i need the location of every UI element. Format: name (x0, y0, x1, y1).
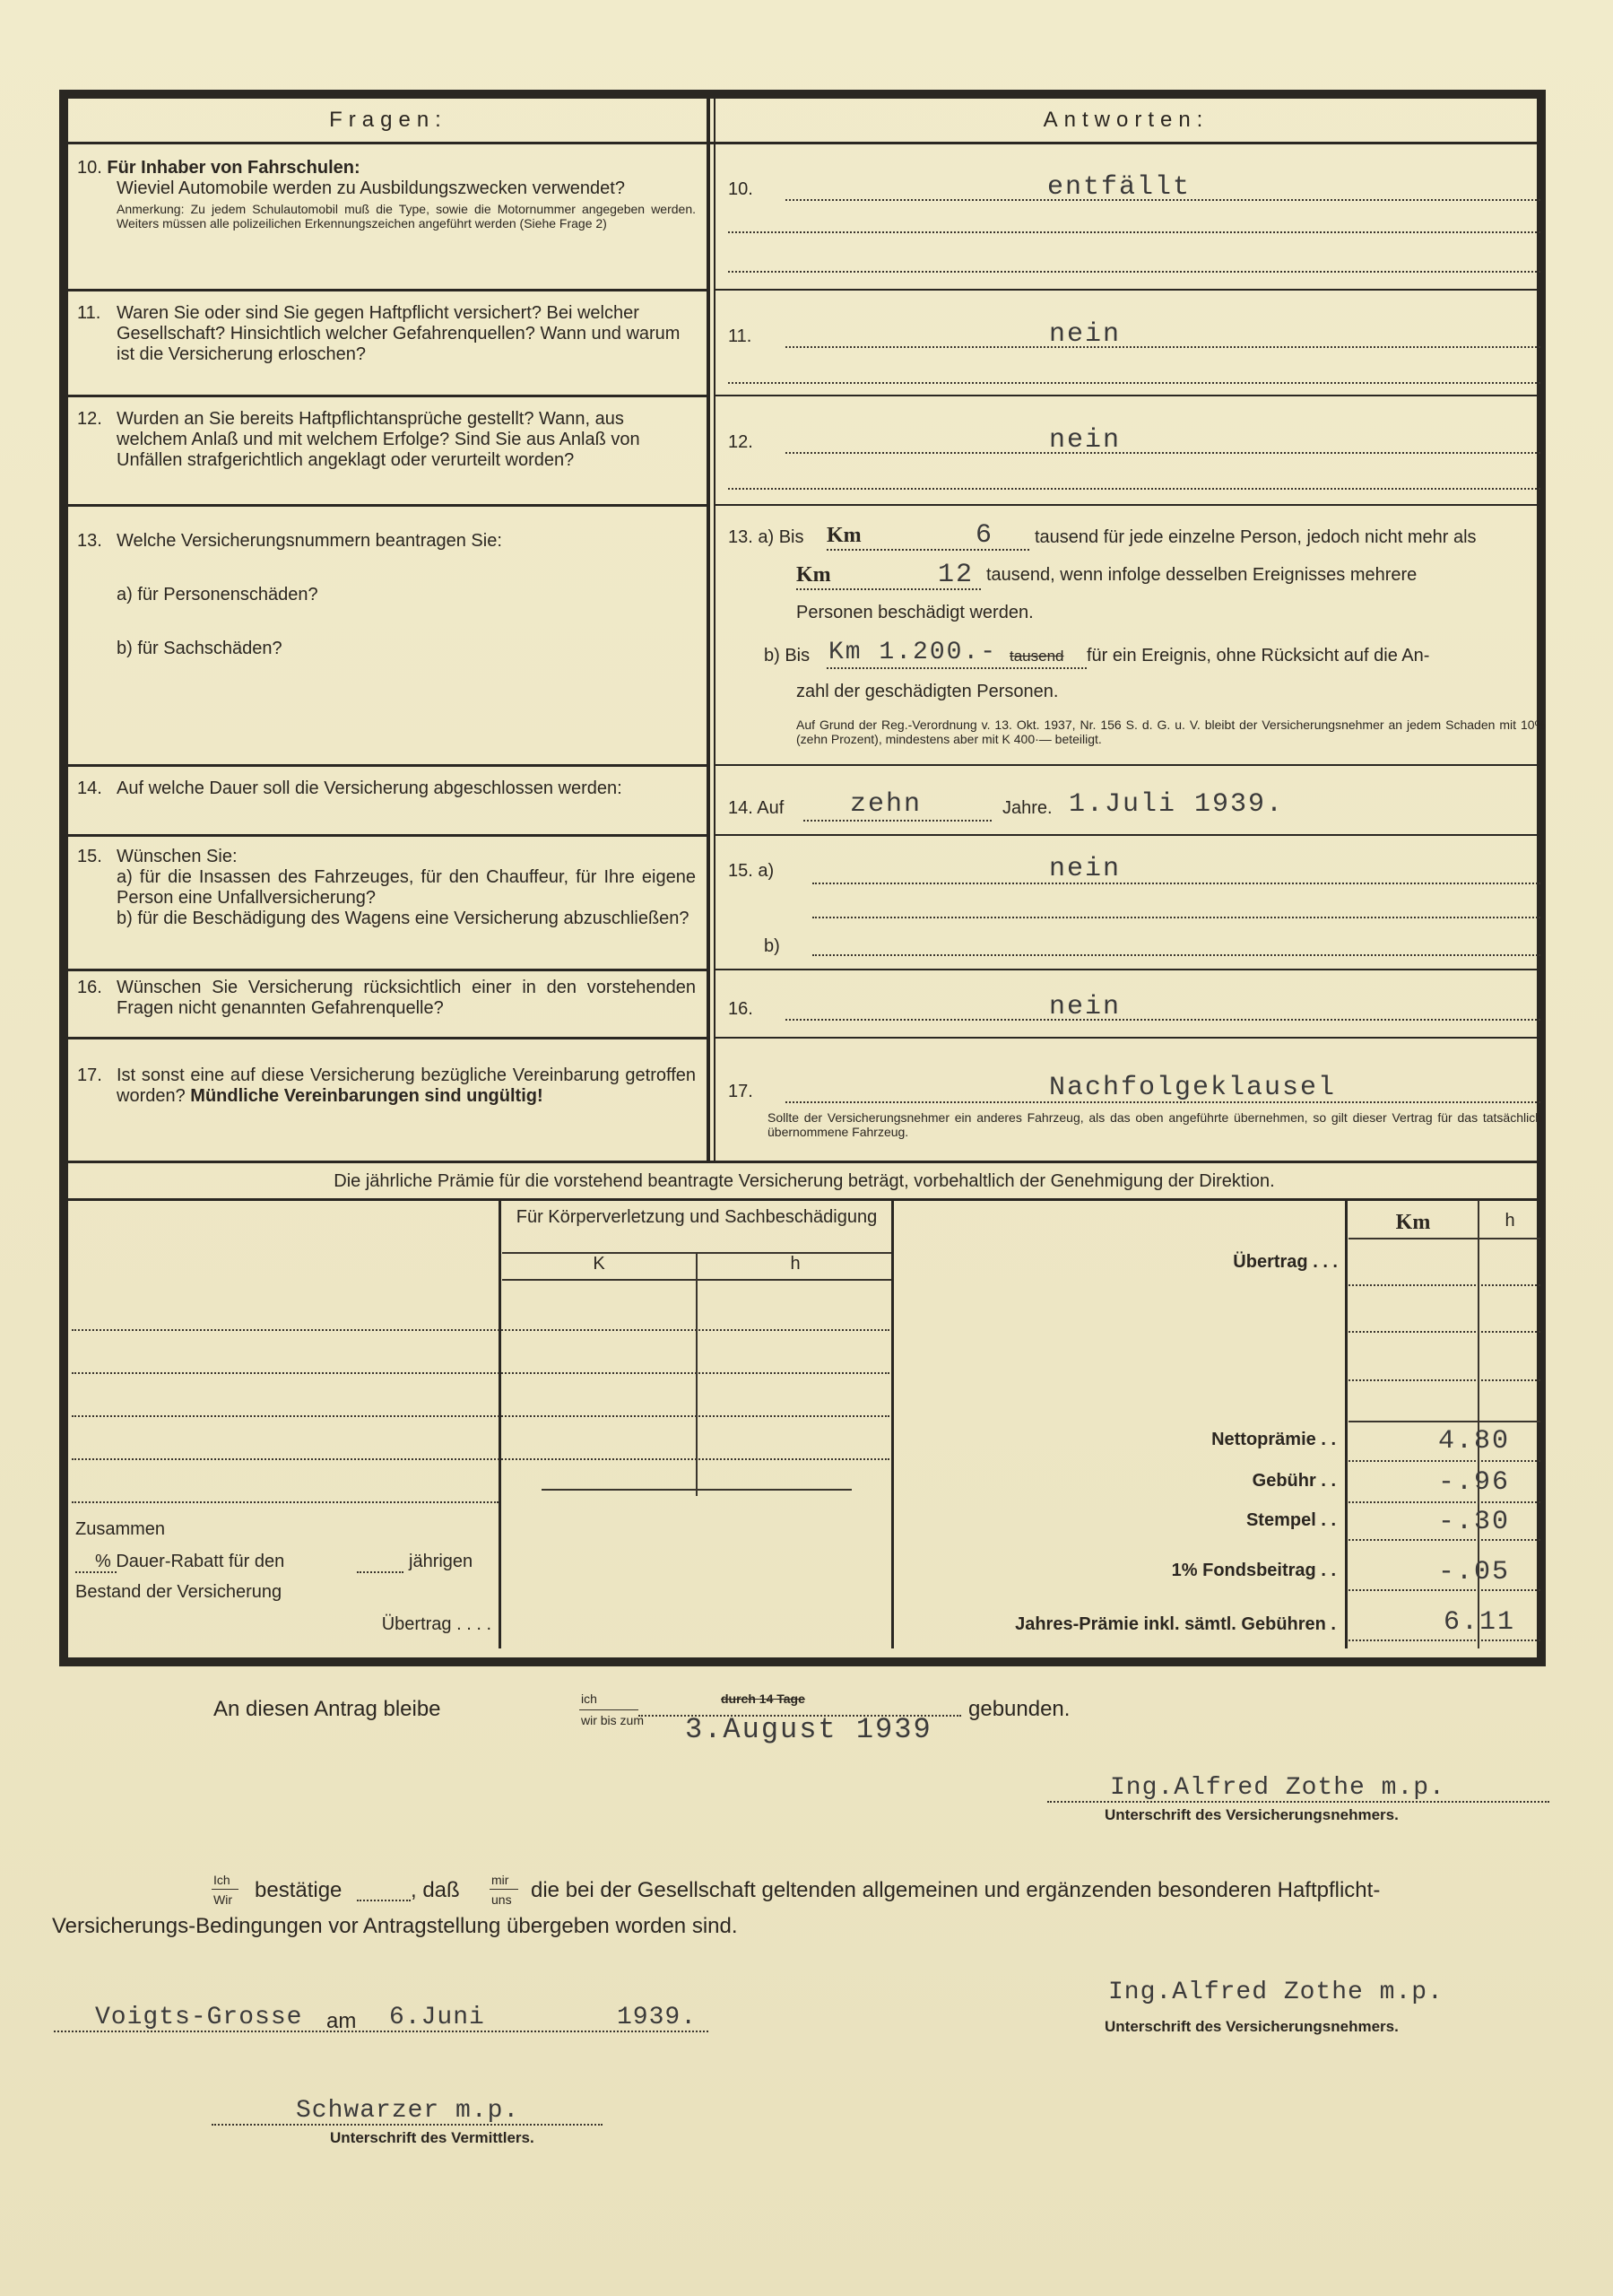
answer-12-value: nein (1049, 425, 1122, 456)
a15-divider (715, 969, 1540, 970)
questions-bottom-divider (68, 1161, 1540, 1163)
premium-right-h: h (1505, 1211, 1515, 1231)
q17-bold-note: Mündliche Vereinbarungen sind ungültig! (190, 1086, 543, 1106)
answer-16-line (785, 1019, 1540, 1021)
premium-right-k: Km (1395, 1211, 1431, 1234)
premium-brace (542, 1489, 852, 1507)
jahrespraemie-value: 6.11 (1444, 1607, 1516, 1638)
fondsbeitrag-value: -.05 (1438, 1557, 1511, 1587)
a12-divider (715, 504, 1540, 506)
answer-10-line2 (728, 231, 1540, 233)
column-divider-inner (714, 99, 715, 1162)
q13-divider (68, 764, 708, 767)
premium-amount-col (1345, 1200, 1348, 1648)
answer-17-number: 17. (728, 1082, 753, 1101)
premium-col-mid (891, 1200, 894, 1648)
nettopraemie-line (1349, 1460, 1540, 1462)
answer-15a-label: 15. a) (728, 861, 775, 881)
fondsbeitrag-label: 1% Fondsbeitrag . . (1171, 1561, 1336, 1580)
confirm-wir: Wir (213, 1892, 232, 1907)
answer-13a-value: 6 (976, 520, 994, 551)
rabatt-line2 (357, 1571, 403, 1573)
rabatt-label: % Dauer-Rabatt für den (95, 1552, 285, 1571)
premium-col-left (499, 1200, 501, 1648)
place-year: 1939. (617, 2004, 698, 2031)
answer-14-line (803, 820, 992, 822)
premium-row-line-3 (72, 1415, 889, 1417)
binding-prefix: An diesen Antrag bleibe (213, 1697, 441, 1721)
question-12 (77, 409, 696, 471)
q17-number: 17. (77, 1065, 102, 1085)
stempel-value: -.30 (1438, 1507, 1511, 1537)
uebertrag-right: Übertrag . . . (1233, 1252, 1338, 1272)
signature1: Ing.Alfred Zothe m.p. (1110, 1774, 1445, 1802)
jahrespraemie-label: Jahres-Prämie inkl. sämtl. Gebühren . (1015, 1614, 1336, 1634)
q16-text: Wünschen Sie Versicherung rücksichtlich einer in den vorstehenden Fragen nicht genannten Gefahrenquelle? (117, 978, 696, 1018)
premium-right-line1 (1349, 1284, 1540, 1286)
fragen-header: Fragen: (329, 108, 447, 132)
a14-divider (715, 834, 1540, 836)
q11-number: 11. (77, 303, 101, 323)
q16-number: 16. (77, 978, 102, 997)
q10-note: Anmerkung: Zu jedem Schulautomobil muß die Type, sowie die Motornummer angegeben werden. Weiters müssen alle polizeilichen Erkennungszeichen angeführt werden (Siehe Frage 2) (117, 202, 696, 230)
premium-row-line-1 (72, 1329, 889, 1331)
answer-13b-line (827, 667, 1087, 669)
antworten-header: Antworten: (1043, 108, 1210, 132)
place-city: Voigts-Grosse (95, 2004, 303, 2031)
a13-divider (715, 764, 1540, 766)
answer-16-number: 16. (728, 999, 753, 1019)
q13-b: b) für Sachschäden? (117, 639, 282, 658)
answer-15a-line (812, 883, 1540, 884)
q17-text: Ist sonst eine auf diese Versicherung bezügliche Vereinbarung getroffen worden? (117, 1065, 696, 1106)
q12-number: 12. (77, 409, 102, 429)
signature1-label: Unterschrift des Versicherungsnehmers. (1105, 1806, 1399, 1823)
answer-13a-text3: Personen beschädigt werden. (796, 603, 1034, 622)
answer-12-line2 (728, 488, 1540, 490)
answer-13a-line (827, 549, 1029, 551)
q15-a: a) für die Insassen des Fahrzeuges, für den Chauffeur, für Ihre eigene Person eine Unfallversicherung? (117, 867, 696, 908)
q13-text: Welche Versicherungsnummern beantragen Sie: (117, 531, 502, 551)
q16-divider (68, 1037, 708, 1039)
question-13 (77, 531, 696, 552)
answer-13b-text2: zahl der geschädigten Personen. (796, 682, 1059, 701)
signature2: Ing.Alfred Zothe m.p. (1108, 1979, 1444, 2006)
answer-11-value: nein (1049, 319, 1122, 350)
q10-number: 10. (77, 158, 102, 178)
jahrespraemie-line (1349, 1639, 1540, 1641)
gebuehr-value: -.96 (1438, 1467, 1511, 1498)
q14-number: 14. (77, 778, 102, 798)
answer-13b-text: für ein Ereignis, ohne Rücksicht auf die An- (1087, 646, 1430, 665)
answer-13a-currency: Km (827, 524, 862, 547)
gebuehr-label: Gebühr . . (1252, 1471, 1336, 1491)
premium-col-h: h (790, 1254, 801, 1274)
q11-text: Waren Sie oder sind Sie gegen Haftpflicht versichert? Bei welcher Gesellschaft? Hinsichtlich welcher Gefahrenquellen? Wann und warum ist die Versicherung erloschen? (117, 303, 681, 364)
answer-13a-text1: tausend für jede einzelne Person, jedoch nicht mehr als (1035, 527, 1477, 547)
a10-divider (715, 289, 1540, 291)
stempel-label: Stempel . . (1245, 1510, 1336, 1530)
answer-10-number: 10. (728, 179, 753, 199)
answer-11-line2 (728, 382, 1540, 384)
answer-16-value: nein (1049, 992, 1122, 1022)
confirm-ich-line (212, 1889, 238, 1890)
confirm-t4: Versicherungs-Bedingungen vor Antragstellung übergeben worden sind. (52, 1914, 738, 1938)
q14-text: Auf welche Dauer soll die Versicherung abgeschlossen werden: (117, 778, 622, 798)
premium-right-head-line (1349, 1238, 1540, 1239)
header-divider (68, 142, 1539, 144)
confirm-t2: , daß (411, 1878, 460, 1902)
agent-signature: Schwarzer m.p. (296, 2097, 520, 2125)
answer-15b-line (812, 954, 1540, 956)
answer-15a-value: nein (1049, 854, 1122, 884)
q15-text: Wünschen Sie: (117, 847, 238, 866)
a11-divider (715, 395, 1540, 396)
answer-13-note: Auf Grund der Reg.-Verordnung v. 13. Okt. 1937, Nr. 156 S. d. G. u. V. bleibt der Versicherungsnehmer an jedem Schaden mit 10% (zehn Prozent), mindestens aber mit K 400·— beteiligt. (796, 718, 1546, 746)
q10-title: Für Inhaber von Fahrschulen: (107, 158, 360, 178)
place-day: 6.Juni (389, 2004, 485, 2031)
question-17 (77, 1065, 696, 1107)
premium-right-line3 (1349, 1379, 1540, 1381)
answer-13a-text2: tausend, wenn infolge desselben Ereignisses mehrere (986, 565, 1418, 585)
signature2-label: Unterschrift des Versicherungsnehmers. (1105, 2018, 1399, 2035)
fondsbeitrag-line (1349, 1589, 1540, 1591)
confirm-ich: Ich (213, 1873, 230, 1887)
answer-13b-prefix: b) Bis (764, 646, 811, 665)
confirm-t3: die bei der Gesellschaft geltenden allgemeinen und ergänzenden besonderen Haftpflicht- (531, 1878, 1381, 1902)
stempel-line (1349, 1539, 1540, 1541)
answer-14-value: zehn (850, 789, 923, 820)
bestand-label: Bestand der Versicherung (75, 1582, 282, 1602)
answer-13a-currency2: Km (796, 563, 831, 587)
answer-15-line2 (812, 917, 1540, 918)
question-11 (77, 303, 696, 365)
gebuehr-line (1349, 1501, 1540, 1503)
binding-suffix: gebunden. (968, 1697, 1071, 1721)
confirm-t1: bestätige (255, 1878, 343, 1902)
nettopraemie-label: Nettoprämie . . (1211, 1430, 1336, 1449)
answer-13a-value2: 12 (938, 560, 975, 590)
answer-13b-struck: tausend (1010, 648, 1064, 665)
q11-divider (68, 395, 708, 397)
answer-10-value: entfällt (1047, 172, 1192, 203)
binding-struck: durch 14 Tage (721, 1692, 805, 1706)
confirm-mir: mir (491, 1873, 509, 1887)
confirm-line (357, 1900, 411, 1901)
q10-text: Wieviel Automobile werden zu Ausbildungszwecken verwendet? (117, 178, 625, 198)
q12-text: Wurden an Sie bereits Haftpflichtansprüche gestellt? Wann, aus welchem Anlaß und mit welchem Erfolge? Sind Sie aus Anlaß von Unfällen strafgerichtlich angeklagt oder verurteilt worden? (117, 409, 640, 470)
question-16 (77, 978, 696, 1019)
premium-title: Die jährliche Prämie für die vorstehend beantragte Versicherung beträgt, vorbehaltlich der Genehmigung der Direktion. (334, 1171, 1275, 1191)
binding-ich: ich (581, 1692, 597, 1706)
rabatt-label2: jährigen (409, 1552, 473, 1571)
question-14 (77, 778, 696, 799)
answer-12-line (785, 452, 1540, 454)
answer-14-date: 1.Juli 1939. (1069, 789, 1285, 820)
answer-11-number: 11. (728, 326, 752, 346)
premium-right-line2 (1349, 1331, 1540, 1333)
premium-col-k: K (593, 1254, 605, 1274)
q13-a: a) für Personenschäden? (117, 585, 318, 604)
q13-number: 13. (77, 531, 102, 551)
answer-17-note: Sollte der Versicherungsnehmer ein anderes Fahrzeug, als das oben angeführte übernehmen, so gilt dieser Vertrag für das tatsächlich übernommene Fahrzeug. (767, 1110, 1542, 1139)
confirm-uns: uns (491, 1892, 512, 1907)
premium-row-line-2 (72, 1372, 889, 1374)
question-10 (77, 158, 696, 230)
place-am: am (326, 2009, 357, 2033)
premium-row-line-4 (72, 1458, 889, 1460)
answer-12-number: 12. (728, 432, 753, 452)
binding-wir: wir bis zum (581, 1713, 645, 1727)
premium-col-head: Für Körperverletzung und Sachbeschädigung (516, 1207, 878, 1227)
answer-17-value: Nachfolgeklausel (1049, 1073, 1337, 1103)
q15-b: b) für die Beschädigung des Wagens eine Versicherung abzuschließen? (117, 909, 689, 928)
confirm-mir-line (490, 1889, 518, 1890)
premium-right-line4 (1349, 1421, 1540, 1422)
nettopraemie-value: 4.80 (1438, 1426, 1511, 1457)
question-15 (77, 847, 696, 929)
premium-row-line-5 (72, 1501, 499, 1503)
a16-divider (715, 1037, 1540, 1039)
answer-11-line (785, 346, 1540, 348)
binding-date: 3.August 1939 (685, 1713, 932, 1746)
zusammen-label: Zusammen (75, 1519, 166, 1539)
q12-divider (68, 504, 708, 507)
q14-divider (68, 834, 708, 837)
column-divider (707, 99, 710, 1162)
answer-13a-prefix: 13. a) Bis (728, 527, 804, 547)
agent-label: Unterschrift des Vermittlers. (330, 2129, 534, 2146)
q10-divider (68, 289, 708, 291)
premium-title-divider (68, 1198, 1540, 1201)
uebertrag-left: Übertrag . . . . (381, 1614, 491, 1634)
q15-divider (68, 969, 708, 971)
q15-number: 15. (77, 847, 102, 866)
answer-15b-label: b) (764, 936, 780, 956)
answer-10-line3 (728, 271, 1540, 273)
answer-14-mid: Jahre. (1002, 798, 1053, 818)
binding-fraction-line (579, 1709, 638, 1710)
answer-13b-value: Km 1.200.- (828, 639, 998, 666)
answer-14-prefix: 14. Auf (728, 798, 785, 818)
